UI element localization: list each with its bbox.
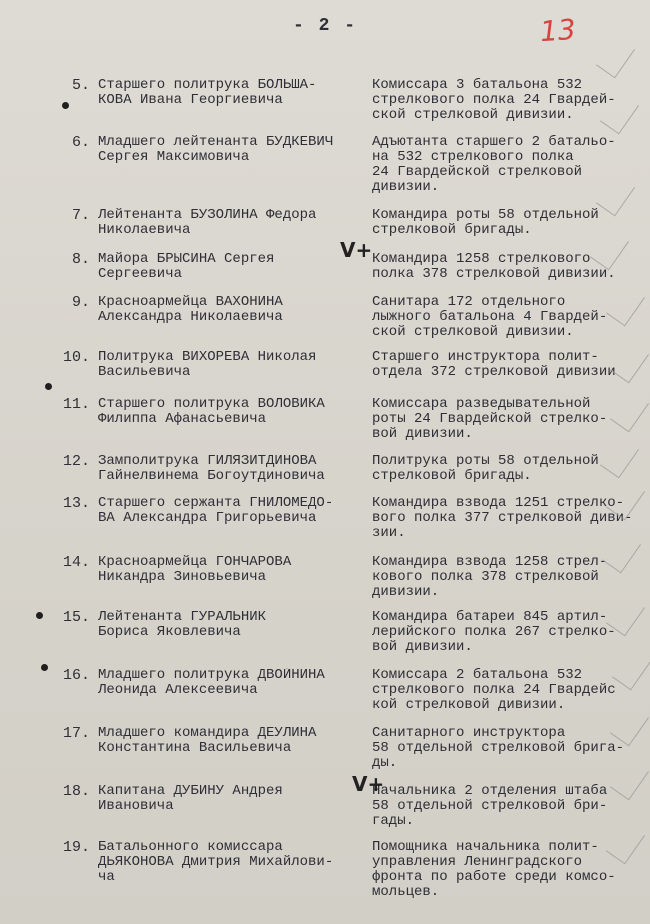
recipient-name-line: Васильевича xyxy=(98,365,191,380)
recipient-name-line: Сергея Максимовича xyxy=(98,150,250,165)
recipient-position-line: стрелкового полка 24 Гвардейс xyxy=(372,683,616,698)
recipient-position xyxy=(372,295,644,340)
recipient-name xyxy=(98,350,353,380)
recipient-position-line: управления Ленинградского xyxy=(372,855,583,870)
recipient-position-line: Комиссара 3 батальона 532 xyxy=(372,78,583,93)
recipient-name-line: Лейтенанта БУЗОЛИНА Федора xyxy=(98,208,317,223)
entry-number: 13. xyxy=(62,495,90,512)
recipient-position-line: вой дивизии. xyxy=(372,640,473,655)
recipient-name-line: КОВА Ивана Георгиевича xyxy=(98,93,283,108)
recipient-position xyxy=(372,784,644,829)
recipient-name xyxy=(98,295,353,325)
recipient-name-line: Ивановича xyxy=(98,799,174,814)
recipient-position-line: Начальника 2 отделения штаба xyxy=(372,784,608,799)
recipient-position-line: дивизии. xyxy=(372,585,440,600)
recipient-position xyxy=(372,840,644,900)
recipient-name-line: Батальонного комиссара xyxy=(98,840,283,855)
recipient-name-line: Замполитрука ГИЛЯЗИТДИНОВА xyxy=(98,454,317,469)
recipient-position-line: стрелковой бригады. xyxy=(372,469,532,484)
recipient-position xyxy=(372,668,644,713)
recipient-name-line: Красноармейца ГОНЧАРОВА xyxy=(98,555,292,570)
entry-number: 7. xyxy=(71,207,90,224)
pencil-check-icon xyxy=(596,37,635,79)
recipient-position-line: ды. xyxy=(372,756,398,771)
recipient-name xyxy=(98,496,353,526)
recipient-position-line: дивизии. xyxy=(372,180,440,195)
recipient-name-line: Сергеевича xyxy=(98,267,183,282)
recipient-position-line: Командира 1258 стрелкового xyxy=(372,252,591,267)
binding-hole xyxy=(36,612,43,619)
recipient-position xyxy=(372,555,644,600)
recipient-name xyxy=(98,397,353,427)
entry-number: 14. xyxy=(62,554,90,571)
recipient-name-line: ДЬЯКОНОВА Дмитрия Михайлови- xyxy=(98,855,334,870)
entry-number: 9. xyxy=(71,294,90,311)
recipient-position-line: кой стрелковой дивизии. xyxy=(372,698,566,713)
entry-number: 18. xyxy=(62,783,90,800)
recipient-position-line: роты 24 Гвардейской стрелко- xyxy=(372,412,608,427)
entry-number: 12. xyxy=(62,453,90,470)
binding-hole xyxy=(41,664,48,671)
recipient-position xyxy=(372,135,644,195)
entry-number: 6. xyxy=(71,134,90,151)
recipient-position-line: вой дивизии. xyxy=(372,427,473,442)
recipient-position xyxy=(372,610,644,655)
recipient-name-line: Константина Васильевича xyxy=(98,741,292,756)
recipient-name xyxy=(98,252,353,282)
margin-check-mark: V+ xyxy=(352,772,385,796)
recipient-name xyxy=(98,726,353,756)
recipient-position-line: Санитара 172 отдельного xyxy=(372,295,566,310)
recipient-position-line: вого полка 377 стрелковой диви- xyxy=(372,511,633,526)
recipient-position-line: 58 отдельной стрелковой бри- xyxy=(372,799,608,814)
recipient-name-line: Никандра Зиновьевича xyxy=(98,570,267,585)
recipient-name-line: ча xyxy=(98,870,115,885)
recipient-position xyxy=(372,397,644,442)
recipient-name xyxy=(98,208,353,238)
recipient-name xyxy=(98,454,353,484)
recipient-name-line: Младшего командира ДЕУЛИНА xyxy=(98,726,317,741)
recipient-name xyxy=(98,668,353,698)
recipient-position-line: 24 Гвардейской стрелковой xyxy=(372,165,583,180)
binding-hole xyxy=(45,383,52,390)
recipient-position xyxy=(372,208,644,238)
recipient-position-line: 58 отдельной стрелковой брига- xyxy=(372,741,625,756)
recipient-name-line: Старшего сержанта ГНИЛОМЕДО- xyxy=(98,496,334,511)
binding-hole xyxy=(62,102,69,109)
entry-number: 15. xyxy=(62,609,90,626)
recipient-position-line: стрелковой бригады. xyxy=(372,223,532,238)
recipient-name-line: Николаевича xyxy=(98,223,191,238)
recipient-name-line: Лейтенанта ГУРАЛЬНИК xyxy=(98,610,267,625)
recipient-name-line: Александра Николаевича xyxy=(98,310,283,325)
recipient-position-line: Комиссара 2 батальона 532 xyxy=(372,668,583,683)
recipient-position-line: лыжного батальона 4 Гвардей- xyxy=(372,310,608,325)
recipient-position-line: мольцев. xyxy=(372,885,440,900)
recipient-position-line: Адъютанта старшего 2 батальо- xyxy=(372,135,616,150)
recipient-position-line: полка 378 стрелковой дивизии. xyxy=(372,267,616,282)
recipient-position-line: ской стрелковой дивизии. xyxy=(372,325,574,340)
entry-number: 11. xyxy=(62,396,90,413)
recipient-position-line: Старшего инструктора полит- xyxy=(372,350,599,365)
recipient-position-line: Командира роты 58 отдельной xyxy=(372,208,599,223)
recipient-position-line: кового полка 378 стрелковой xyxy=(372,570,599,585)
recipient-name xyxy=(98,784,353,814)
margin-check-mark: V+ xyxy=(340,238,373,262)
recipient-position-line: Комиссара разведывательной xyxy=(372,397,591,412)
entry-number: 17. xyxy=(62,725,90,742)
recipient-position-line: зии. xyxy=(372,526,406,541)
recipient-name-line: Майора БРЫСИНА Сергея xyxy=(98,252,275,267)
recipient-position xyxy=(372,496,644,541)
recipient-name-line: Красноармейца ВАХОНИНА xyxy=(98,295,283,310)
recipient-position-line: лерийского полка 267 стрелко- xyxy=(372,625,616,640)
recipient-name xyxy=(98,555,353,585)
archive-page-mark: 13 xyxy=(538,12,577,49)
recipient-position-line: Командира взвода 1258 стрел- xyxy=(372,555,608,570)
page-number: - 2 - xyxy=(292,16,357,36)
recipient-name-line: ВА Александра Григорьевича xyxy=(98,511,317,526)
entry-number: 5. xyxy=(71,77,90,94)
recipient-name-line: Леонида Алексеевича xyxy=(98,683,258,698)
recipient-name-line: Старшего политрука БОЛЬША- xyxy=(98,78,317,93)
recipient-name-line: Политрука ВИХОРЕВА Николая xyxy=(98,350,317,365)
entry-number: 8. xyxy=(71,251,90,268)
recipient-name-line: Младшего политрука ДВОЙНИНА xyxy=(98,668,325,683)
recipient-name-line: Филиппа Афанасьевича xyxy=(98,412,267,427)
recipient-name-line: Гайнелвинема Богоутдиновича xyxy=(98,469,325,484)
recipient-position-line: Помощника начальника полит- xyxy=(372,840,599,855)
entry-number: 19. xyxy=(62,839,90,856)
recipient-name-line: Бориса Яковлевича xyxy=(98,625,241,640)
recipient-position-line: Командира батареи 845 артил- xyxy=(372,610,608,625)
recipient-position xyxy=(372,726,644,771)
recipient-name xyxy=(98,78,353,108)
recipient-position-line: на 532 стрелкового полка xyxy=(372,150,574,165)
recipient-position-line: Политрука роты 58 отдельной xyxy=(372,454,599,469)
recipient-name-line: Капитана ДУБИНУ Андрея xyxy=(98,784,283,799)
recipient-name xyxy=(98,840,353,885)
entry-number: 10. xyxy=(62,349,90,366)
recipient-position-line: ской стрелковой дивизии. xyxy=(372,108,574,123)
recipient-name-line: Старшего политрука ВОЛОВИКА xyxy=(98,397,325,412)
recipient-position-line: Командира взвода 1251 стрелко- xyxy=(372,496,625,511)
recipient-position-line: гады. xyxy=(372,814,415,829)
recipient-name xyxy=(98,135,353,165)
recipient-name-line: Младшего лейтенанта БУДКЕВИЧ xyxy=(98,135,334,150)
recipient-position xyxy=(372,350,644,380)
entry-number: 16. xyxy=(62,667,90,684)
recipient-position-line: стрелкового полка 24 Гвардей- xyxy=(372,93,616,108)
recipient-position-line: отдела 372 стрелковой дивизии xyxy=(372,365,616,380)
recipient-position-line: Санитарного инструктора xyxy=(372,726,566,741)
recipient-name xyxy=(98,610,353,640)
recipient-position-line: фронта по работе среди комсо- xyxy=(372,870,616,885)
